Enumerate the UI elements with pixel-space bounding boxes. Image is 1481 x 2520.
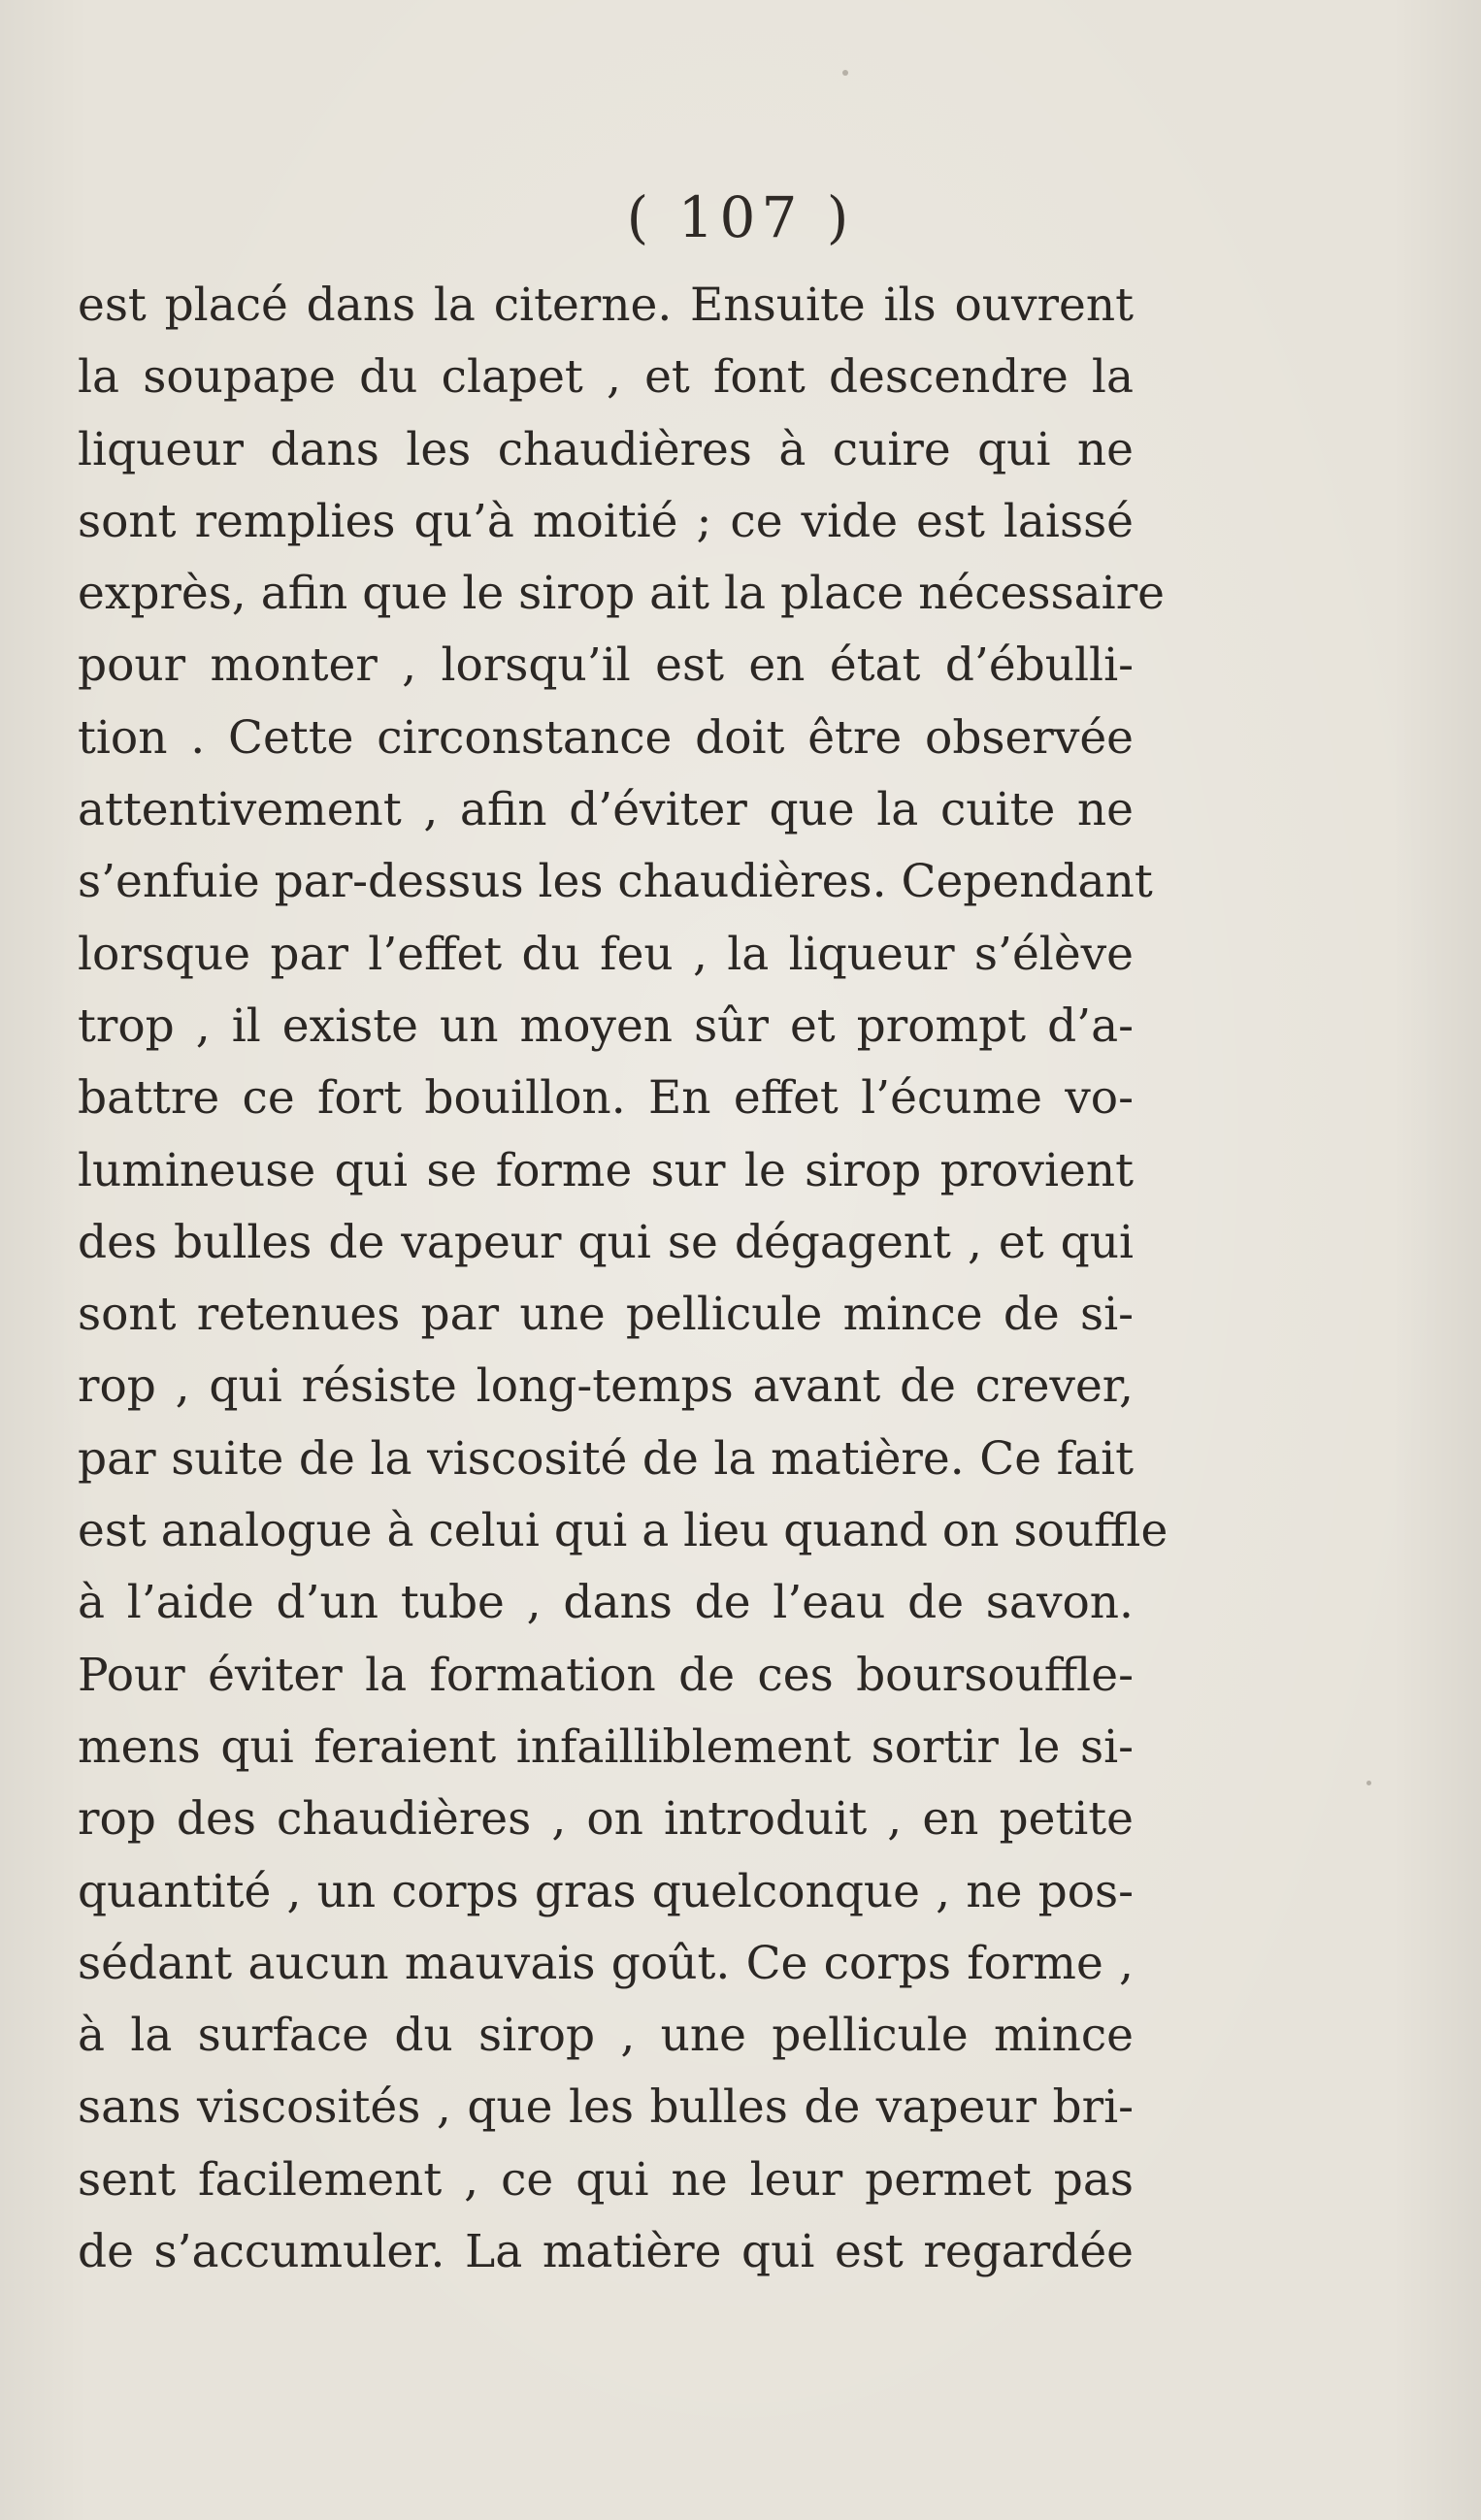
paper-speck [842, 70, 848, 76]
text-line: lumineuse qui se forme sur le sirop provient [78, 1143, 1134, 1197]
text-line: pour monter , lorsqu’il est en état d’ébulli- [78, 638, 1134, 693]
text-line: est placé dans la citerne. Ensuite ils ouvrent [78, 278, 1134, 332]
page-number: ( 107 ) [626, 184, 855, 250]
text-line: sédant aucun mauvais goût. Ce corps forme , [78, 1936, 1134, 1990]
text-line: quantité , un corps gras quelconque , ne pos- [78, 1864, 1134, 1918]
text-line: par suite de la viscosité de la matière. Ce fait [78, 1431, 1134, 1486]
text-line: liqueur dans les chaudières à cuire qui ne [78, 422, 1134, 476]
text-line: battre ce fort bouillon. En effet l’écume vo- [78, 1071, 1134, 1126]
text-line: mens qui feraient infailliblement sortir le si- [78, 1719, 1134, 1774]
text-line: à l’aide d’un tube , dans de l’eau de savon. [78, 1576, 1134, 1630]
text-line: exprès, afin que le sirop ait la place nécessaire [78, 567, 1165, 621]
body-text [78, 270, 1168, 2288]
text-line: la soupape du clapet , et font descendre la [78, 350, 1134, 405]
text-line: rop des chaudières , on introduit , en petite [78, 1792, 1134, 1847]
text-line: sent facilement , ce qui ne leur permet pas [78, 2152, 1134, 2207]
text-line: sont retenues par une pellicule mince de si- [78, 1288, 1134, 1342]
text-line: à la surface du sirop , une pellicule mince [78, 2009, 1134, 2063]
text-line: Pour éviter la formation de ces boursouffle- [78, 1648, 1134, 1702]
text-line: trop , il existe un moyen sûr et prompt d’a- [78, 998, 1134, 1053]
text-line: rop , qui résiste long-temps avant de crever, [78, 1359, 1134, 1414]
text-line: de s’accumuler. La matière qui est regardée [78, 2225, 1134, 2279]
text-line: des bulles de vapeur qui se dégagent , et qui [78, 1215, 1134, 1269]
text-line: tion . Cette circonstance doit être observée [78, 710, 1134, 765]
paper-speck [1366, 1781, 1371, 1785]
text-line: attentivement , afin d’éviter que la cuite ne [78, 783, 1134, 837]
text-line: sans viscosités , que les bulles de vapeur bri- [78, 2080, 1134, 2135]
text-line: sont remplies qu’à moitié ; ce vide est laissé [78, 494, 1134, 548]
text-line: lorsque par l’effet du feu , la liqueur s’élève [78, 927, 1134, 981]
text-line: est analogue à celui qui a lieu quand on souffle [78, 1504, 1168, 1558]
text-line: s’enfuie par-dessus les chaudières. Cependant [78, 855, 1153, 909]
